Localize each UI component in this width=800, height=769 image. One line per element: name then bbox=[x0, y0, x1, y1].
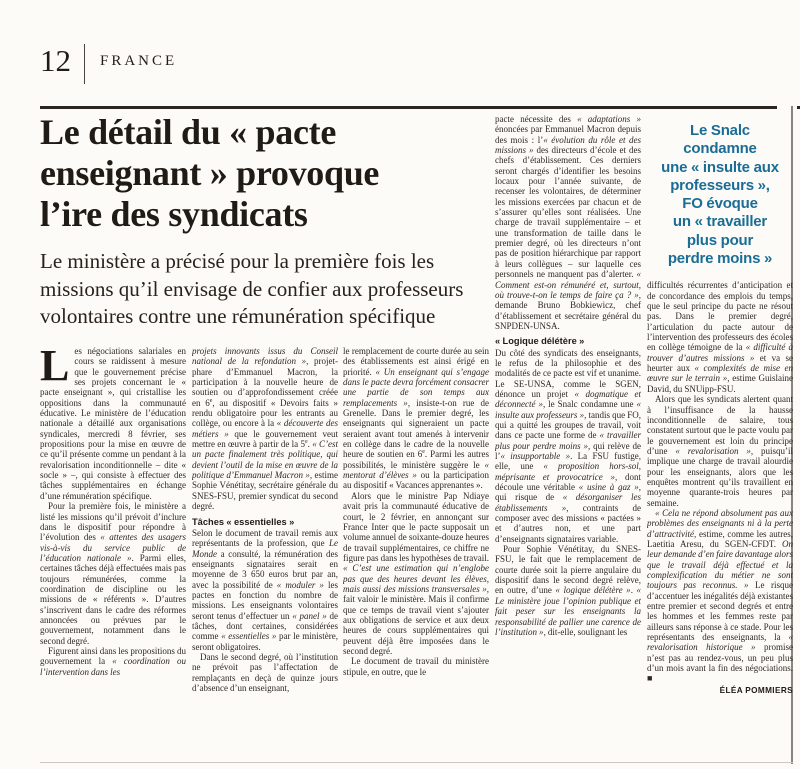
paragraph: difficultés récurrentes d’anticipation et de concordance des emplois du temps, que le seul principe du pacte ne résout pas. Dans le premier degré, l’articulation du pacte autour de l’intervention des professeurs des écoles en collège témoigne de la « difficulté à trouver d’autres missions » et va se heurter aux « complexités de mise en œuvre sur le terrain », estime Guislaine David, du SNUipp-FSU. bbox=[647, 280, 793, 394]
section-subhead: Tâches « essentielles » bbox=[192, 516, 295, 527]
text-column-3 bbox=[343, 346, 489, 744]
paragraph: projets innovants issus du Conseil national de la refondation », projet-phare d’Emmanuel Macron, la participation à la nouvelle heure de soutien ou d’approfondissement créée en 6e, au dispositif « Devoirs faits » rendu obligatoire pour les entrants au collège, ou encore à la « découverte des métiers » que le gouvernement veut mettre en œuvre à partir de la 5e. « C’est un pacte finalement très politique, qui devient l’outil de la mise en œuvre de la politique d’Emmanuel Macron », estime Sophie Vénétitay, secrétaire générale du SNES-FSU, premier syndicat du second degré. bbox=[192, 346, 338, 512]
pull-quote: Le Snalc condamne une « insulte aux professeurs », FO évoque un « travailler plus pour perdre moins » bbox=[661, 122, 779, 268]
page-number: 12 bbox=[40, 43, 71, 78]
paragraph: Dans le second degré, où l’institution ne prévoit pas l’affectation de remplaçants en deçà de quinze jours d’absence d’un enseignant, bbox=[192, 651, 338, 693]
paragraph: Alors que le ministre Pap Ndiaye avait pris la communauté éducative de court, le 2 février, en annonçant sur France Inter que le pacte supposait un volume annuel de soixante-douze heures de travail supplémentaires, ce chiffre ne figure pas dans les hypothèses de travail. « C’est une estimation qui n’englobe pas que des heures devant les élèves, mais aussi des missions transversales », fait valoir le ministère. Mais il confirme que ce temps de travail vient s’ajouter aux obligations de service et aux deux heures de cours supplémentaires qui peuvent déjà être imposées dans le second degré. bbox=[343, 490, 489, 656]
headline-block bbox=[40, 112, 495, 331]
paragraph: Le document de travail du ministère stipule, en outre, que le bbox=[343, 656, 489, 677]
paragraph: « Cela ne répond absolument pas aux problèmes des enseignants ni à la perte d’attractivité, estime, comme les autres, Laetitia Aresu, du SGEN-CFDT. On leur demande d’en faire davantage alors que le travail déjà effectué et la complexification du métier ne sont toujours pas reconnus. » Le risque d’accentuer les inégalités déjà existantes entre premier et second degrés et entre les hommes et les femmes reste par ailleurs sans réponse à ce stade. Pour les représentants des enseignants, la « revalorisation historique » promise n’est pas au rendez-vous, un peu plus d’un mois avant la fin des négociations. ■ bbox=[647, 507, 793, 684]
top-rule bbox=[40, 106, 777, 109]
paragraph: Pour la première fois, le ministère a listé les missions qu’il prévoit d’inclure dans le dispositif pour répondre à l’évolution des « attentes des usagers vis-à-vis du service public de l’éducation nationale ». Parmi elles, certaines tâches déjà effectuées mais pas toujours rémunérées, comme la coordination de discipline ou les missions de « référents ». D’autres s’inscrivent dans le cadre des réformes annoncées ou prévues par le gouvernement, notamment dans le second degré. bbox=[40, 501, 186, 646]
text-column-4 bbox=[495, 114, 641, 744]
headline: Le détail du « pacte enseignant » provoque l’ire des syndicats bbox=[40, 112, 380, 234]
header-divider bbox=[84, 44, 85, 84]
paragraph: Pour Sophie Vénétitay, du SNES-FSU, le fait que le remplacement de courte durée soit la pierre angulaire du dispositif dans le second degré relève, en outre, d’une « logique délétère ». « Le ministère joue l’opinion publique et fait peser sur les enseignants la responsabilité de pallier une carence de l’institution », dit-elle, soulignant les bbox=[495, 544, 641, 637]
paragraph: Les négociations salariales en cours se raidissent à mesure que le gouvernement précise ses projets concernant le « pacte enseignant », qui cristallise les oppositions dans la communauté éducative. Le ministère de l’éducation nationale a détaillé aux organisations syndicales, mercredi 8 février, ses propositions pour la mise en œuvre de ce qu’il présente comme un pendant à la revalorisation inconditionnelle – dite « socle » –, qui consiste à effectuer des tâches supplémentaires en échange d’une rémunération spécifique. bbox=[40, 346, 186, 501]
section-subhead: « Logique délétère » bbox=[495, 336, 585, 347]
text-column-2 bbox=[192, 346, 338, 744]
paragraph: Selon le document de travail remis aux représentants de la profession, que Le Monde a consulté, la rémunération des enseignants signataires serait en moyenne de 3 650 euros brut par an, avec la possibilité de « moduler » les pactes en fonction du nombre de missions. Les enseignants volontaires seront tenus d’effectuer un « panel » de tâches, dont certaines, considérées comme « essentielles » par le ministère, seront obligatoires. bbox=[192, 527, 338, 652]
text-column-5 bbox=[647, 114, 793, 744]
paragraph: Figurent ainsi dans les propositions du gouvernement la « coordination ou l’intervention dans les bbox=[40, 645, 186, 677]
paragraph: Alors que les syndicats alertent quant à l’insuffisance de la hausse inconditionnelle de salaire, tous constatent surtout que le pacte voulu par le gouvernement est loin du principe d’une « revalorisation », puisqu’il implique une charge de travail alourdie pour les enseignants, alors que les enquêtes montrent qu’ils travaillent en moyenne quarante-trois heures par semaine. bbox=[647, 394, 793, 508]
byline: ÉLÉA POMMIERS bbox=[719, 685, 793, 695]
bottom-rule bbox=[40, 762, 793, 763]
text-column-1 bbox=[40, 346, 186, 744]
drop-cap: L bbox=[40, 346, 70, 390]
paragraph: pacte nécessite des « adaptations » énoncées par Emmanuel Macron depuis des mois : l’« évolution du rôle et des missions » des directeurs d’école et des chefs d’établissement. Ces derniers seront chargés d’identifier les besoins locaux pour l’année suivante, de recenser les volontaires, de déterminer les missions exercées par chacun et de s’assurer qu’elles sont réalisées. Une charge de travail supplémentaire – et une transformation de taille dans le premier degré, où les directeurs n’ont pas de position hiérarchique par rapport à leurs collègues – sur laquelle ces personnels ne manquent pas d’alerter. « Comment est-on rémunéré et, surtout, où trouve-t-on le temps de faire ça ? », demande Bruno Bobkiewicz, chef d’établissement et secrétaire général du SNPDEN-UNSA. bbox=[495, 114, 641, 331]
paragraph: le remplacement de courte durée au sein des établissements est ainsi érigé en priorité. « Un enseignant qui s’engage dans le pacte devra forcément consacrer une partie de son temps aux remplacements », insiste-t-on rue de Grenelle. Dans le premier degré, les enseignants qui signeraient un pacte seraient avant tout amenés à intervenir en collège dans le cadre de la nouvelle heure de soutien en 6e. Parmi les autres possibilités, le ministère suggère le « mentorat d’élèves » ou la participation au dispositif « Vacances apprenantes ». bbox=[343, 346, 489, 491]
paragraph: Du côté des syndicats des enseignants, le refus de la philosophie et des modalités de ce pacte est vif et unanime. Le SE-UNSA, comme le SGEN, dénonce un projet « dogmatique et déconnecté », le Snalc condamne une « insulte aux professeurs », tandis que FO, qui a quitté les groupes de travail, voit dans ce pacte une forme de « travailler plus pour perdre moins », qui relève de l’« insupportable ». La FSU fustige, elle, une « proposition hors-sol, méprisante et provocatrice », dont découle une véritable « usine à gaz », qui risque de « désorganiser les établissements », contraints de composer avec des missions « pactées » et d’autres non, et une part d’enseignants signataires variable. bbox=[495, 347, 641, 544]
section-label: FRANCE bbox=[100, 53, 178, 69]
masthead bbox=[40, 44, 177, 84]
standfirst: Le ministère a précisé pour la première fois les missions qu’il envisage de confier aux professeurs volontaires contre une rémunération spécifique bbox=[40, 249, 464, 328]
